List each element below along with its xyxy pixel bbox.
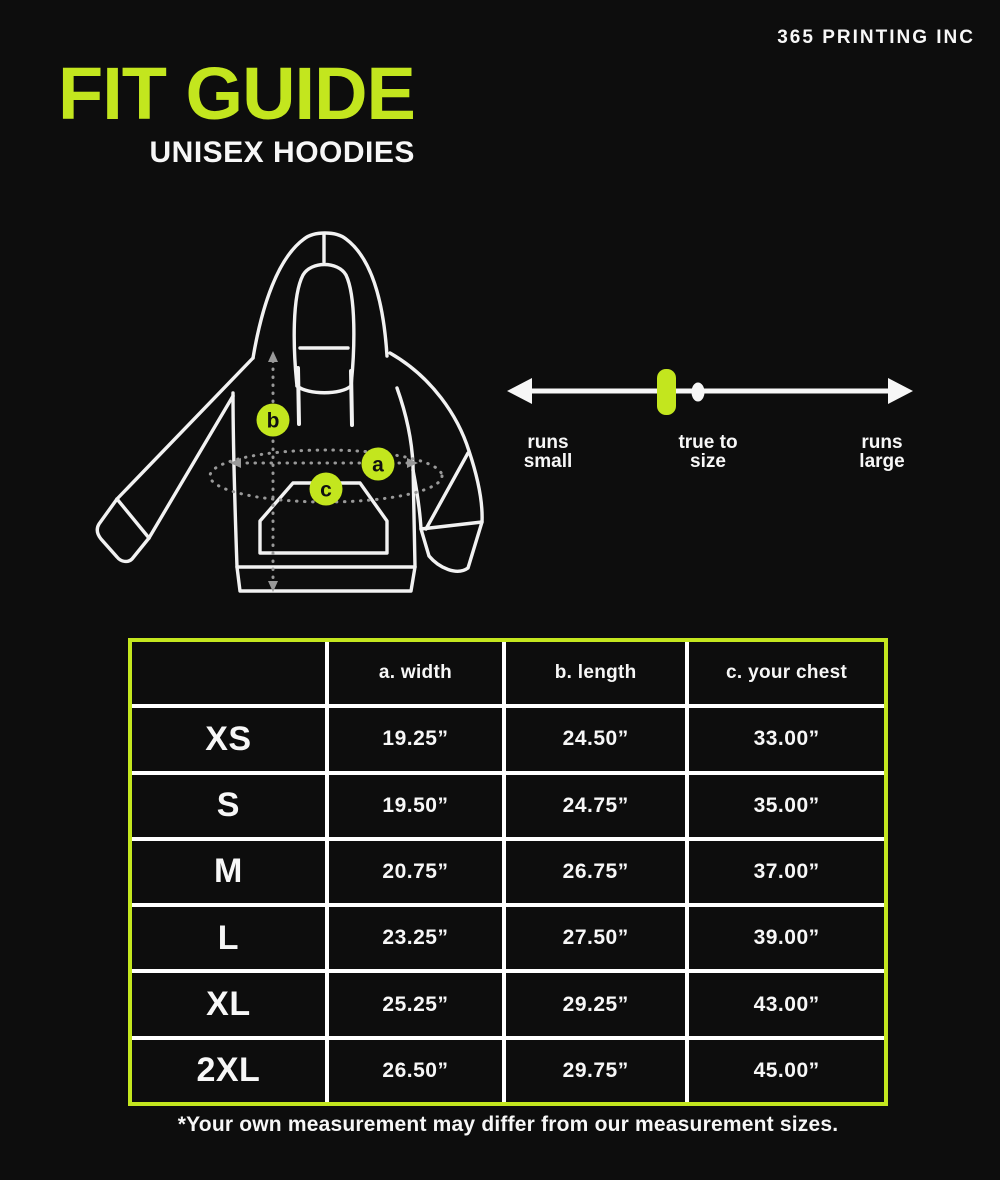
- company-name: 365 PRINTING INC: [777, 27, 975, 48]
- row-m-length: 26.75”: [506, 841, 685, 903]
- title-block: [58, 52, 415, 170]
- row-xl-chest: 43.00”: [689, 973, 884, 1035]
- row-m-width: 20.75”: [329, 841, 502, 903]
- scale-label-runs-small: runs small: [523, 432, 573, 472]
- row-m-size: M: [132, 841, 325, 903]
- row-xs-size: XS: [132, 708, 325, 770]
- page-title: FIT GUIDE: [58, 52, 415, 135]
- row-2xl-width: 26.50”: [329, 1040, 502, 1102]
- page-subtitle: UNISEX HOODIES: [149, 136, 415, 170]
- marker-c-letter: c: [320, 478, 332, 502]
- measurement-lines: [210, 351, 442, 592]
- row-2xl-chest: 45.00”: [689, 1040, 884, 1102]
- fit-scale: [505, 358, 915, 488]
- row-l-length: 27.50”: [506, 907, 685, 969]
- row-xl-size: XL: [132, 973, 325, 1035]
- measurement-disclaimer: *Your own measurement may differ from our measurement sizes.: [177, 1113, 839, 1136]
- row-s-width: 19.50”: [329, 775, 502, 837]
- row-xl-width: 25.25”: [329, 973, 502, 1035]
- hoodie-outline: [97, 233, 482, 591]
- header-blank: [132, 642, 325, 704]
- scale-label-runs-large: runs large: [859, 432, 905, 472]
- measurement-markers: [257, 404, 395, 506]
- row-2xl-size: 2XL: [132, 1040, 325, 1102]
- row-s-chest: 35.00”: [689, 775, 884, 837]
- hoodie-diagram: [90, 220, 510, 620]
- header-your-chest: c. your chest: [689, 642, 884, 704]
- marker-a-letter: a: [372, 453, 384, 477]
- header-width: a. width: [329, 642, 502, 704]
- row-xs-width: 19.25”: [329, 708, 502, 770]
- row-xl-length: 29.25”: [506, 973, 685, 1035]
- fit-scale-axis: [505, 358, 915, 428]
- row-s-size: S: [132, 775, 325, 837]
- row-l-size: L: [132, 907, 325, 969]
- marker-b-letter: b: [266, 409, 280, 433]
- row-xs-chest: 33.00”: [689, 708, 884, 770]
- header-length: b. length: [506, 642, 685, 704]
- scale-arrow-left-icon: [507, 378, 532, 404]
- scale-center-dot: [692, 383, 705, 402]
- arrow-up-icon: [268, 351, 278, 362]
- scale-label-true-to-size: true to size: [678, 432, 738, 472]
- row-m-chest: 37.00”: [689, 841, 884, 903]
- fit-indicator: [657, 369, 676, 415]
- row-l-width: 23.25”: [329, 907, 502, 969]
- row-2xl-length: 29.75”: [506, 1040, 685, 1102]
- size-table: [128, 638, 888, 1106]
- scale-arrow-right-icon: [888, 378, 913, 404]
- row-s-length: 24.75”: [506, 775, 685, 837]
- row-l-chest: 39.00”: [689, 907, 884, 969]
- row-xs-length: 24.50”: [506, 708, 685, 770]
